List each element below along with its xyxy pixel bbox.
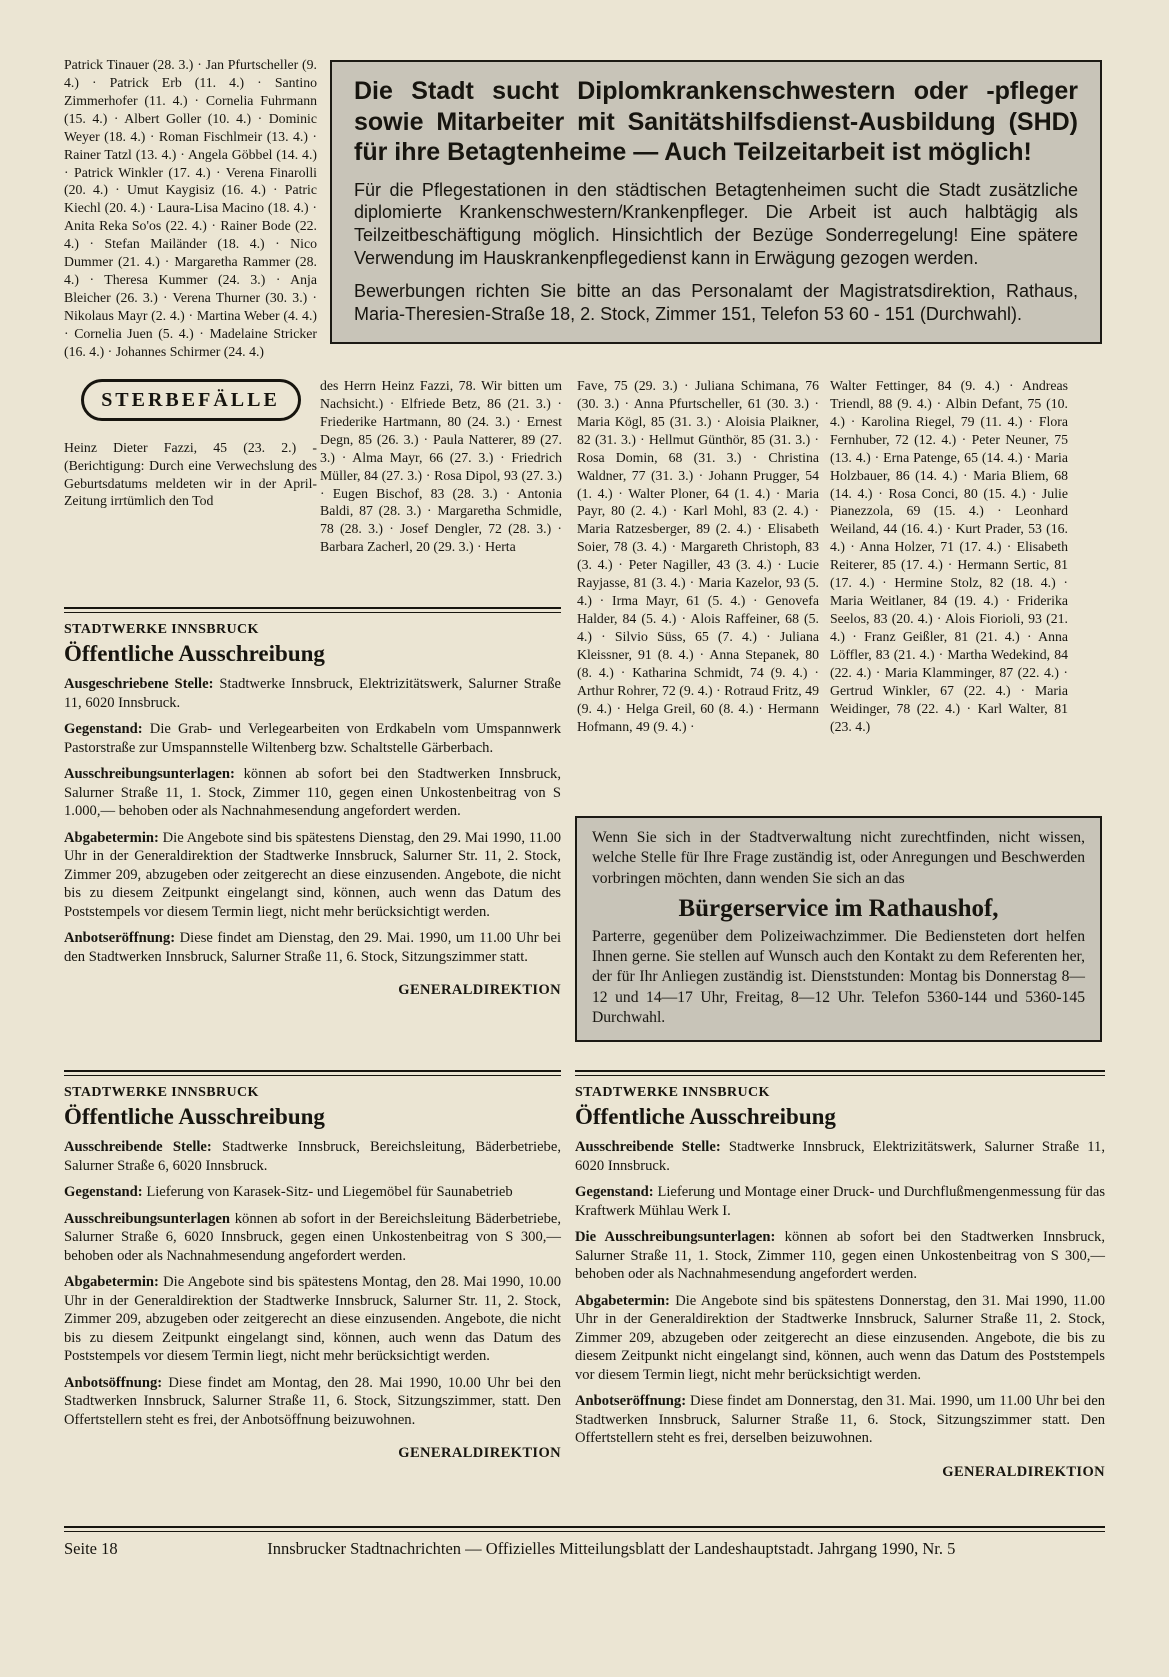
section-kicker: STADTWERKE INNSBRUCK xyxy=(575,1085,770,1100)
paragraph-text: Stadtwerke Innsbruck, Bereichsleitung, Bäderbetriebe, Salurner Straße 6, 6020 Innsbruck. xyxy=(64,1139,561,1174)
paragraph xyxy=(575,1228,1105,1284)
buergerservice-box xyxy=(575,816,1102,1042)
paragraph-text: Diese findet am Dienstag, den 29. Mai. 1990, um 11.00 Uhr bei den Stadtwerken Innsbruck, Salurner Straße 11, 6. Stock, Sitzungszimmer statt. xyxy=(64,930,561,965)
paragraph xyxy=(575,1292,1105,1385)
paragraph-label: Die Ausschreibungsunterlagen: xyxy=(575,1229,776,1246)
buergerservice-intro: Wenn Sie sich in der Stadtverwaltung nicht zurechtfinden, nicht wissen, welche Stelle für Ihre Frage zuständig ist, oder Anregungen und Beschwerden vorbringen möchten, dann wenden Sie sich an das xyxy=(592,829,1085,887)
paragraph xyxy=(64,675,561,712)
sterbefaelle-column-2 xyxy=(577,377,819,735)
paragraph-text: Die Angebote sind bis spätestens Dienstag, den 29. Mai 1990, 11.00 Uhr in der Generaldirektion der Stadtwerke Innsbruck, Salurner Str. 11, 2. Stock, Zimmer 209, abzugeben oder zeitgerecht an diese einzusenden. Angebote, die nicht bis zu diesem Zeitpunkt eingelangt sind, können, auch wenn das Datum des Poststempels vor diesem Termin liegt, nicht mehr berücksichtigt werden. xyxy=(64,829,561,920)
ausschreibung-erdkabel xyxy=(64,607,561,999)
paragraph-text: Diese findet am Montag, den 28. Mai 1990, 10.00 Uhr bei den Stadtwerken Innsbruck, Salurner Straße 11, 6. Stock, Sitzungszimmer, statt. Den Offertstellern steht es frei, der Anbotsöffnung beizuwohnen. xyxy=(64,1374,561,1428)
section-kicker: STADTWERKE INNSBRUCK xyxy=(64,622,259,637)
paragraph-label: Gegenstand: xyxy=(64,721,143,738)
sterbefaelle-column-1-text: des Herrn Heinz Fazzi, 78. Wir bitten um Nachsicht.) · Elfriede Betz, 86 (21. 3.) · Friederike Hartmann, 80 (24. 3.) · Ernest Degn, 85 (26. 3.) · Paula Natterer, 89 (27. 3.) · Alma Mayr, 66 (27. 3.) · Friedrich Müller, 84 (27. 3.) · Rosa Dipol, 93 (27. 3.) · Eugen Bischof, 83 (28. 3.) · Antonia Baldi, 87 (28. 3.) · Margaretha Schmidle, 78 (28. 3.) · Josef Dengler, 72 (28. 3.) · Barbara Zacherl, 20 (29. 3.) · Herta xyxy=(320,378,562,555)
footer-divider xyxy=(64,1526,1105,1532)
paragraph-label: Abgabetermin: xyxy=(64,829,159,846)
section-signoff: GENERALDIREKTION xyxy=(398,982,561,999)
paragraph-text: können ab sofort in der Bereichsleitung Bäderbetriebe, Salurner Straße 6, 6020 Innsbruck, gegen einen Unkostenbeitrag von S 300,— behoben oder als Nachnahmesendung angefordert werden. xyxy=(64,1210,561,1264)
section-kicker: STADTWERKE INNSBRUCK xyxy=(64,1085,259,1100)
ausschreibung-druckmessung xyxy=(575,1070,1105,1481)
sterbefaelle-column-3-text: Walter Fettinger, 84 (9. 4.) · Andreas Triendl, 88 (9. 4.) · Albin Defant, 75 (10. 4.) · Karolina Riegel, 79 (11. 4.) · Flora Fernhuber, 72 (12. 4.) · Peter Neuner, 75 (13. 4.) · Erna Patenge, 65 (14. 4.) · Maria Holzbauer, 86 (14. 4.) · Maria Bliem, 68 (14. 4.) · Rosa Conci, 80 (15. 4.) · Julie Pianezzola, 69 (15. 4.) · Leonhard Weiland, 44 (16. 4.) · Kurt Prader, 53 (16. 4.) · Anna Holzer, 71 (17. 4.) · Elisabeth Reiterer, 85 (17. 4.) · Hermann Sertic, 81 (17. 4.) · Hermine Stolz, 82 (18. 4.) · Maria Weitlaner, 84 (19. 4.) · Friderika Seelos, 83 (20. 4.) · Alois Fiorioli, 93 (21. 4.) · Franz Geißler, 81 (21. 4.) · Anna Löffler, 83 (21. 4.) · Martha Wedekind, 84 (22. 4.) · Maria Klamminger, 87 (22. 4.) · Gertrud Winkler, 67 (22. 4.) · Maria Weidinger, 78 (22. 4.) · Karl Walter, 81 (23. 4.) xyxy=(830,378,1068,734)
stellenanzeige-headline: Die Stadt sucht Diplomkrankenschwestern oder -pfleger sowie Mitarbeiter mit Sanitätshilfsdienst-Ausbildung (SHD) für ihre Betagtenheime — Auch Teilzeitarbeit ist möglich! xyxy=(354,77,1078,166)
paragraph-text: Stadtwerke Innsbruck, Elektrizitätswerk, Salurner Straße 11, 6020 Innsbruck. xyxy=(575,1139,1105,1174)
sterbefaelle-heading-box xyxy=(81,379,301,421)
paragraph-label: Anbotsöffnung: xyxy=(64,1374,163,1391)
paragraph-text: Diese findet am Donnerstag, den 31. Mai. 1990, um 11.00 Uhr bei den Stadtwerken Innsbruck, Salurner Straße 11, 6. Stock, Sitzungszimmer statt. Den Offertstellern steht es frei, derselben beizuwohnen. xyxy=(575,1393,1105,1447)
section-title: Öffentliche Ausschreibung xyxy=(64,641,325,666)
sterbefaelle-correction-text: Heinz Dieter Fazzi, 45 (23. 2.) - (Berichtigung: Durch eine Verwechslung des Geburtsdatums meldeten wir in der April-Zeitung irrtümlich den Tod xyxy=(64,439,317,509)
section-signoff: GENERALDIREKTION xyxy=(942,1463,1105,1480)
paragraph-text: Die Grab- und Verlegearbeiten von Erdkabeln vom Umspannwerk Pastorstraße zur Umspannstelle Wiltenberg bzw. Schaltstelle Gärberbach. xyxy=(64,721,561,756)
paragraph xyxy=(64,1183,561,1202)
section-divider xyxy=(575,1070,1105,1076)
buergerservice-title: Bürgerservice im Rathaushof, xyxy=(678,894,999,922)
paragraph-text: können ab sofort bei den Stadtwerken Innsbruck, Salurner Straße 11, 1. Stock, Zimmer 110, gegen einen Unkostenbeitrag von S 1.000,— behoben oder als Nachnahmesendung angefordert werden. xyxy=(64,766,561,820)
paragraph xyxy=(575,1138,1105,1175)
buergerservice-body: Parterre, gegenüber dem Polizeiwachzimmer. Die Bediensteten dort helfen Ihnen gerne. Sie stellen auf Wunsch auch den Kontakt zu dem Referenten her, der für Ihr Anliegen zuständig ist. Dienststunden: Montag bis Donnerstag 8—12 und 14—17 Uhr, Freitag, 8—12 Uhr. Telefon 5360-144 und 5360-145 Durchwahl. xyxy=(592,927,1085,1026)
paragraph xyxy=(64,765,561,821)
paragraph-label: Gegenstand: xyxy=(575,1184,654,1201)
sterbefaelle-column-3 xyxy=(830,377,1068,735)
paragraph xyxy=(64,929,561,966)
sterbefaelle-heading: STERBEFÄLLE xyxy=(101,388,280,411)
section-title: Öffentliche Ausschreibung xyxy=(575,1104,836,1129)
paragraph xyxy=(64,1210,561,1266)
paragraph xyxy=(64,1138,561,1175)
footer-page-number: Seite 18 xyxy=(64,1539,118,1558)
paragraph-label: Ausschreibungsunterlagen: xyxy=(64,766,235,783)
geburten-column xyxy=(64,56,317,510)
paragraph xyxy=(575,1392,1105,1448)
paragraph xyxy=(64,720,561,757)
paragraph xyxy=(575,1183,1105,1220)
section-title: Öffentliche Ausschreibung xyxy=(64,1104,325,1129)
paragraph-label: Ausschreibende Stelle: xyxy=(575,1139,721,1155)
ausschreibung-saunamoebel xyxy=(64,1070,561,1462)
section-divider xyxy=(64,607,561,613)
paragraph-text: können ab sofort bei den Stadtwerken Innsbruck, Salurner Straße 11, 1. Stock, Zimmer 110, gegen einen Unkostenbeitrag von S 300,— behoben oder als Nachnahmesendung angefordert werden. xyxy=(575,1229,1105,1283)
paragraph-label: Anbotseröffnung: xyxy=(64,930,176,947)
paragraph-label: Ausschreibungsunterlagen xyxy=(64,1210,230,1227)
paragraph xyxy=(64,829,561,922)
footer-row xyxy=(64,1539,1105,1559)
section-signoff: GENERALDIREKTION xyxy=(398,1445,561,1462)
paragraph xyxy=(64,1273,561,1366)
paragraph-text: Stadtwerke Innsbruck, Elektrizitätswerk, Salurner Straße 11, 6020 Innsbruck. xyxy=(64,676,561,711)
section-divider xyxy=(64,1070,561,1076)
paragraph-text: Lieferung von Karasek-Sitz- und Liegemöbel für Saunabetrieb xyxy=(146,1184,513,1201)
paragraph-label: Ausschreibende Stelle: xyxy=(64,1139,212,1155)
sterbefaelle-column-2-text: Fave, 75 (29. 3.) · Juliana Schimana, 76 (30. 3.) · Anna Pfurtscheller, 61 (30. 3.) · Maria Kögl, 85 (31. 3.) · Aloisia Plaikner, 82 (31. 3.) · Hellmut Günthör, 85 (31. 3.) · Rosa Domin, 68 (31. 3.) · Christina Waldner, 77 (31. 3.) · Johann Prugger, 54 (1. 4.) · Walter Ploner, 64 (1. 4.) · Maria Payr, 80 (2. 4.) · Karl Mohl, 83 (2. 4.) · Maria Ratzesberger, 89 (2. 4.) · Elisabeth Soier, 78 (3. 4.) · Margareth Christoph, 83 (3. 4.) · Peter Nagiller, 43 (3. 4.) · Lucie Rayjasse, 81 (3. 4.) · Maria Kazelor, 93 (5. 4.) · Irma Mayr, 61 (5. 4.) · Genovefa Halder, 84 (5. 4.) · Alois Raffeiner, 68 (5. 4.) · Silvio Süss, 65 (7. 4.) · Juliana Kleissner, 91 (8. 4.) · Anna Stepanek, 80 (8. 4.) · Katharina Schmidt, 74 (9. 4.) · Arthur Rohrer, 72 (9. 4.) · Rotraud Fritz, 49 (9. 4.) · Helga Greil, 60 (8. 4.) · Hermann Hofmann, 49 (9. 4.) · xyxy=(577,378,819,734)
stellenanzeige-paragraph-2: Bewerbungen richten Sie bitte an das Personalamt der Magistratsdirektion, Rathaus, Maria-Theresien-Straße 18, 2. Stock, Zimmer 151, Telefon 53 60 - 151 (Durchwahl). xyxy=(354,281,1078,324)
paragraph-label: Abgabetermin: xyxy=(64,1274,159,1291)
paragraph-label: Ausgeschriebene Stelle: xyxy=(64,676,214,692)
page-footer xyxy=(64,1526,1105,1559)
stellenanzeige-paragraph-1: Für die Pflegestationen in den städtischen Betagtenheimen sucht die Stadt zusätzliche diplomierte Krankenschwestern/Krankenpfleger. Die Arbeit ist auch halbtägig als Teilzeitbeschäftigung möglich. Hinsichtlich der Bezüge Sonderregelung! Eine spätere Verwendung im Hauskrankenpflegedienst kann in Erwägung gezogen werden. xyxy=(354,179,1078,268)
sterbefaelle-column-1 xyxy=(320,377,562,556)
paragraph-label: Anbotseröffnung: xyxy=(575,1393,687,1410)
paragraph-label: Abgabetermin: xyxy=(575,1292,670,1309)
footer-masthead: Innsbrucker Stadtnachrichten — Offizielles Mitteilungsblatt der Landeshauptstadt. Jahrgang 1990, Nr. 5 xyxy=(267,1539,956,1558)
paragraph xyxy=(64,1374,561,1430)
paragraph-text: Lieferung und Montage einer Druck- und Durchflußmengenmessung für das Kraftwerk Mühlau Werk I. xyxy=(575,1184,1105,1219)
paragraph-text: Die Angebote sind bis spätestens Montag, den 28. Mai 1990, 10.00 Uhr in der Generaldirektion der Stadtwerke Innsbruck, Salurner Str. 11, 2. Stock, Zimmer 209, abzugeben oder zeitgerecht an diese einzusenden. Angebote, die nicht bis zu diesem Zeitpunkt eingelangt sind, können, auch wenn das Datum des Poststempels vor diesem Termin liegt, nicht mehr berücksichtigt werden. xyxy=(64,1274,561,1365)
geburten-names-text: Patrick Tinauer (28. 3.) · Jan Pfurtscheller (9. 4.) · Patrick Erb (11. 4.) · Santino Zimmerhofer (11. 4.) · Cornelia Fuhrmann (15. 4.) · Albert Goller (10. 4.) · Dominic Weyer (18. 4.) · Roman Fischlmeir (13. 4.) · Rainer Tatzl (13. 4.) · Angela Göbbel (14. 4.) · Patrick Winkler (17. 4.) · Verena Finarolli (20. 4.) · Umut Kaygisiz (16. 4.) · Patric Kiechl (20. 4.) · Laura-Lisa Macino (18. 4.) · Anita Reka So'os (22. 4.) · Rainer Bode (22. 4.) · Stefan Mailänder (18. 4.) · Nico Dummer (21. 4.) · Margaretha Rammer (28. 4.) · Theresa Kummer (24. 3.) · Anja Bleicher (26. 3.) · Verena Thurner (30. 3.) · Nikolaus Mayr (2. 4.) · Martina Weber (4. 4.) · Cornelia Juen (5. 4.) · Madelaine Stricker (16. 4.) · Johannes Schirmer (24. 4.) xyxy=(64,57,317,359)
stellenanzeige-box xyxy=(330,60,1102,344)
paragraph-text: Die Angebote sind bis spätestens Donnerstag, den 31. Mai 1990, 11.00 Uhr in der Generaldirektion der Stadtwerke Innsbruck, Salurner Straße 11, 2. Stock, Zimmer 209, abzugeben oder zeitgerecht an diese einzusenden. Angebote, die bis zu diesem Zeitpunkt nicht eingelangt sind, können, auch wenn das Datum des Poststempels vor diesem Termin liegt, nicht mehr berücksichtigt werden. xyxy=(575,1292,1105,1383)
paragraph-label: Gegenstand: xyxy=(64,1184,143,1201)
